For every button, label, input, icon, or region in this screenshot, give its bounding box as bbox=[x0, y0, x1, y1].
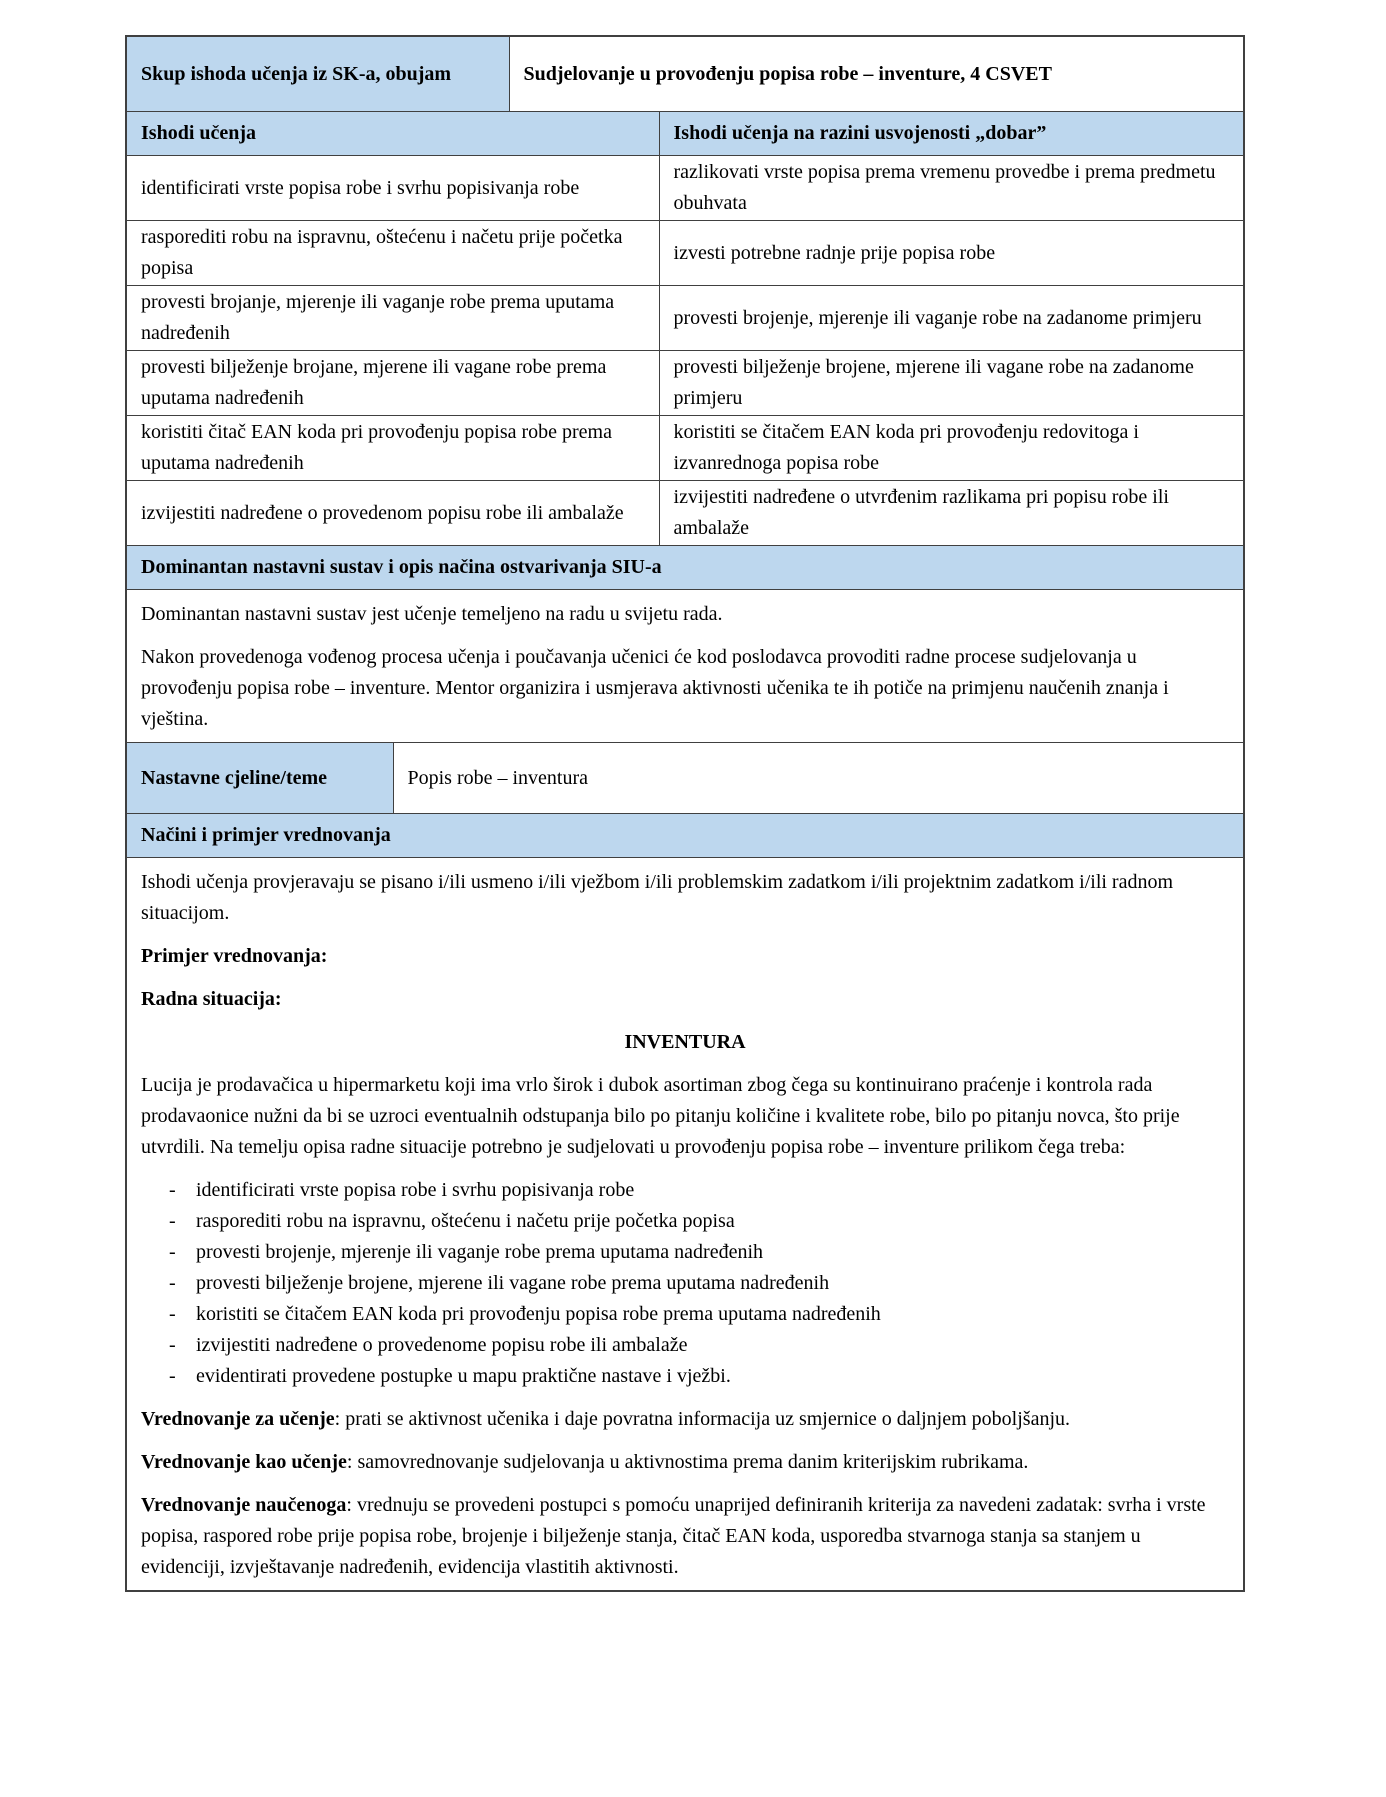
bullet-item-6 bbox=[169, 1330, 1229, 1361]
bullet-item-4 bbox=[169, 1268, 1229, 1299]
bullet-dash: - bbox=[169, 1210, 176, 1232]
outcomes-header-right: Ishodi učenja na razini usvojenosti „dobar” bbox=[659, 112, 1244, 156]
outcome-row-6 bbox=[126, 481, 1244, 546]
bullet-text-5: koristiti se čitačem EAN koda pri provođenju popisa robe prema uputama nadređenih bbox=[196, 1303, 881, 1325]
evaluation-header-row bbox=[126, 814, 1244, 858]
assessment-text-1: : prati se aktivnost učenika i daje povratna informacija uz smjernice o daljnjem poboljšanju. bbox=[334, 1408, 1071, 1430]
outcome-left-2: rasporediti robu na ispravnu, oštećenu i načetu prije početka popisa bbox=[126, 221, 659, 286]
curriculum-table bbox=[125, 35, 1245, 1592]
assessment-label-2: Vrednovanje kao učenje bbox=[141, 1451, 347, 1473]
bullet-text-6: izvijestiti nadređene o provedenome popisu robe ili ambalaže bbox=[196, 1334, 688, 1356]
outcome-right-2: izvesti potrebne radnje prije popisa robe bbox=[659, 221, 1244, 286]
outcome-right-1: razlikovati vrste popisa prema vremenu provedbe i prema predmetu obuhvata bbox=[659, 156, 1244, 221]
assessment-text-3: : vrednuju se provedeni postupci s pomoću unaprijed definiranih kriterija za navedeni zadatak: svrha i vrste popisa, raspored robe prije popisa robe, brojenje i bilježenje stanja, čitač EAN koda, usporedba stvarnoga stanja sa stanjem u evidenciji, izvještavanje nadređenih, evidencija vlastitih aktivnosti. bbox=[141, 1494, 1206, 1578]
task-bullet-list bbox=[141, 1175, 1229, 1392]
assessment-label-1: Vrednovanje za učenje bbox=[141, 1408, 335, 1430]
assessment-paragraph-2 bbox=[141, 1447, 1229, 1478]
bullet-text-7: evidentirati provedene postupke u mapu praktične nastave i vježbi. bbox=[196, 1365, 731, 1387]
outcome-row-1 bbox=[126, 156, 1244, 221]
dominant-text-cell bbox=[126, 590, 1244, 743]
bullet-item-3 bbox=[169, 1237, 1229, 1268]
assessment-paragraph-1 bbox=[141, 1404, 1229, 1435]
outcome-left-3: provesti brojanje, mjerenje ili vaganje robe prema uputama nadređenih bbox=[126, 286, 659, 351]
unit-title-row bbox=[126, 36, 1244, 112]
bullet-dash: - bbox=[169, 1334, 176, 1356]
skup-ishoda-label-cell: Skup ishoda učenja iz SK-a, obujam bbox=[126, 36, 509, 112]
bullet-text-3: provesti brojenje, mjerenje ili vaganje robe prema uputama nadređenih bbox=[196, 1241, 764, 1263]
bullet-text-4: provesti bilježenje brojene, mjerene ili vagane robe prema uputama nadređenih bbox=[196, 1272, 830, 1294]
outcome-right-5: koristiti se čitačem EAN koda pri provođenju redovitoga i izvanrednoga popisa robe bbox=[659, 416, 1244, 481]
evaluation-text-row bbox=[126, 858, 1244, 1592]
outcome-row-4 bbox=[126, 351, 1244, 416]
outcome-right-6: izvijestiti nadređene o utvrđenim razlikama pri popisu robe ili ambalaže bbox=[659, 481, 1244, 546]
outcome-left-1: identificirati vrste popisa robe i svrhu popisivanja robe bbox=[126, 156, 659, 221]
evaluation-section-header: Načini i primjer vrednovanja bbox=[126, 814, 1244, 858]
dominant-text-row bbox=[126, 590, 1244, 743]
bullet-dash: - bbox=[169, 1179, 176, 1201]
radna-label: Radna situacija: bbox=[141, 988, 282, 1010]
assessment-text-2: : samovrednovanje sudjelovanja u aktivnostima prema danim kriterijskim rubrikama. bbox=[346, 1451, 1029, 1473]
outcome-row-5 bbox=[126, 416, 1244, 481]
outcome-left-5: koristiti čitač EAN koda pri provođenju popisa robe prema uputama nadređenih bbox=[126, 416, 659, 481]
bullet-text-1: identificirati vrste popisa robe i svrhu popisivanja robe bbox=[196, 1179, 635, 1201]
outcomes-header-row bbox=[126, 112, 1244, 156]
scenario-paragraph: Lucija je prodavačica u hipermarketu koji ima vrlo širok i dubok asortiman zbog čega su kontinuirano praćenje i kontrola rada prodavaonice nužni da bi se uzroci eventualnih odstupanja bilo po pitanju količine i kvalitete robe, bilo po pitanju novca, što prije utvrdili. Na temelju opisa radne situacije potrebno je sudjelovati u provođenju popisa robe – inventure prilikom čega treba: bbox=[141, 1074, 1180, 1158]
bullet-item-5 bbox=[169, 1299, 1229, 1330]
bullet-text-2: rasporediti robu na ispravnu, oštećenu i načetu prije početka popisa bbox=[196, 1210, 735, 1232]
outcome-right-4: provesti bilježenje brojene, mjerene ili vagane robe na zadanome primjeru bbox=[659, 351, 1244, 416]
evaluation-cell bbox=[126, 858, 1244, 1592]
assessment-label-3: Vrednovanje naučenoga bbox=[141, 1494, 347, 1516]
assessment-paragraph-3 bbox=[141, 1490, 1229, 1583]
outcome-left-6: izvijestiti nadređene o provedenom popisu robe ili ambalaže bbox=[126, 481, 659, 546]
evaluation-intro: Ishodi učenja provjeravaju se pisano i/ili usmeno i/ili vježbom i/ili problemskim zadatkom i/ili projektnim zadatkom i/ili radnom situacijom. bbox=[141, 871, 1174, 924]
bullet-dash: - bbox=[169, 1365, 176, 1387]
bullet-dash: - bbox=[169, 1241, 176, 1263]
topics-row bbox=[126, 743, 1244, 814]
topics-value-cell: Popis robe – inventura bbox=[393, 743, 1244, 814]
dominant-section-header: Dominantan nastavni sustav i opis načina ostvarivanja SIU-a bbox=[126, 546, 1244, 590]
bullet-item-1 bbox=[169, 1175, 1229, 1206]
topics-label-cell: Nastavne cjeline/teme bbox=[126, 743, 393, 814]
bullet-dash: - bbox=[169, 1272, 176, 1294]
primjer-label: Primjer vrednovanja: bbox=[141, 945, 328, 967]
dominant-paragraph-1: Dominantan nastavni sustav jest učenje temeljeno na radu u svijetu rada. bbox=[141, 603, 723, 625]
outcome-right-3: provesti brojenje, mjerenje ili vaganje robe na zadanome primjeru bbox=[659, 286, 1244, 351]
dominant-header-row bbox=[126, 546, 1244, 590]
dominant-paragraph-2: Nakon provedenoga vođenog procesa učenja i poučavanja učenici će kod poslodavca provoditi radne procese sudjelovanja u provođenju popisa robe – inventure. Mentor organizira i usmjerava aktivnosti učenika te ih potiče na primjenu naučenih znanja i vještina. bbox=[141, 646, 1169, 730]
bullet-dash: - bbox=[169, 1303, 176, 1325]
inventura-heading: INVENTURA bbox=[624, 1031, 746, 1053]
bullet-item-2 bbox=[169, 1206, 1229, 1237]
outcome-left-4: provesti bilježenje brojane, mjerene ili vagane robe prema uputama nadređenih bbox=[126, 351, 659, 416]
outcome-row-3 bbox=[126, 286, 1244, 351]
bullet-item-7 bbox=[169, 1361, 1229, 1392]
outcomes-header-left: Ishodi učenja bbox=[126, 112, 659, 156]
unit-title-cell: Sudjelovanje u provođenju popisa robe – inventure, 4 CSVET bbox=[509, 36, 1244, 112]
outcome-row-2 bbox=[126, 221, 1244, 286]
